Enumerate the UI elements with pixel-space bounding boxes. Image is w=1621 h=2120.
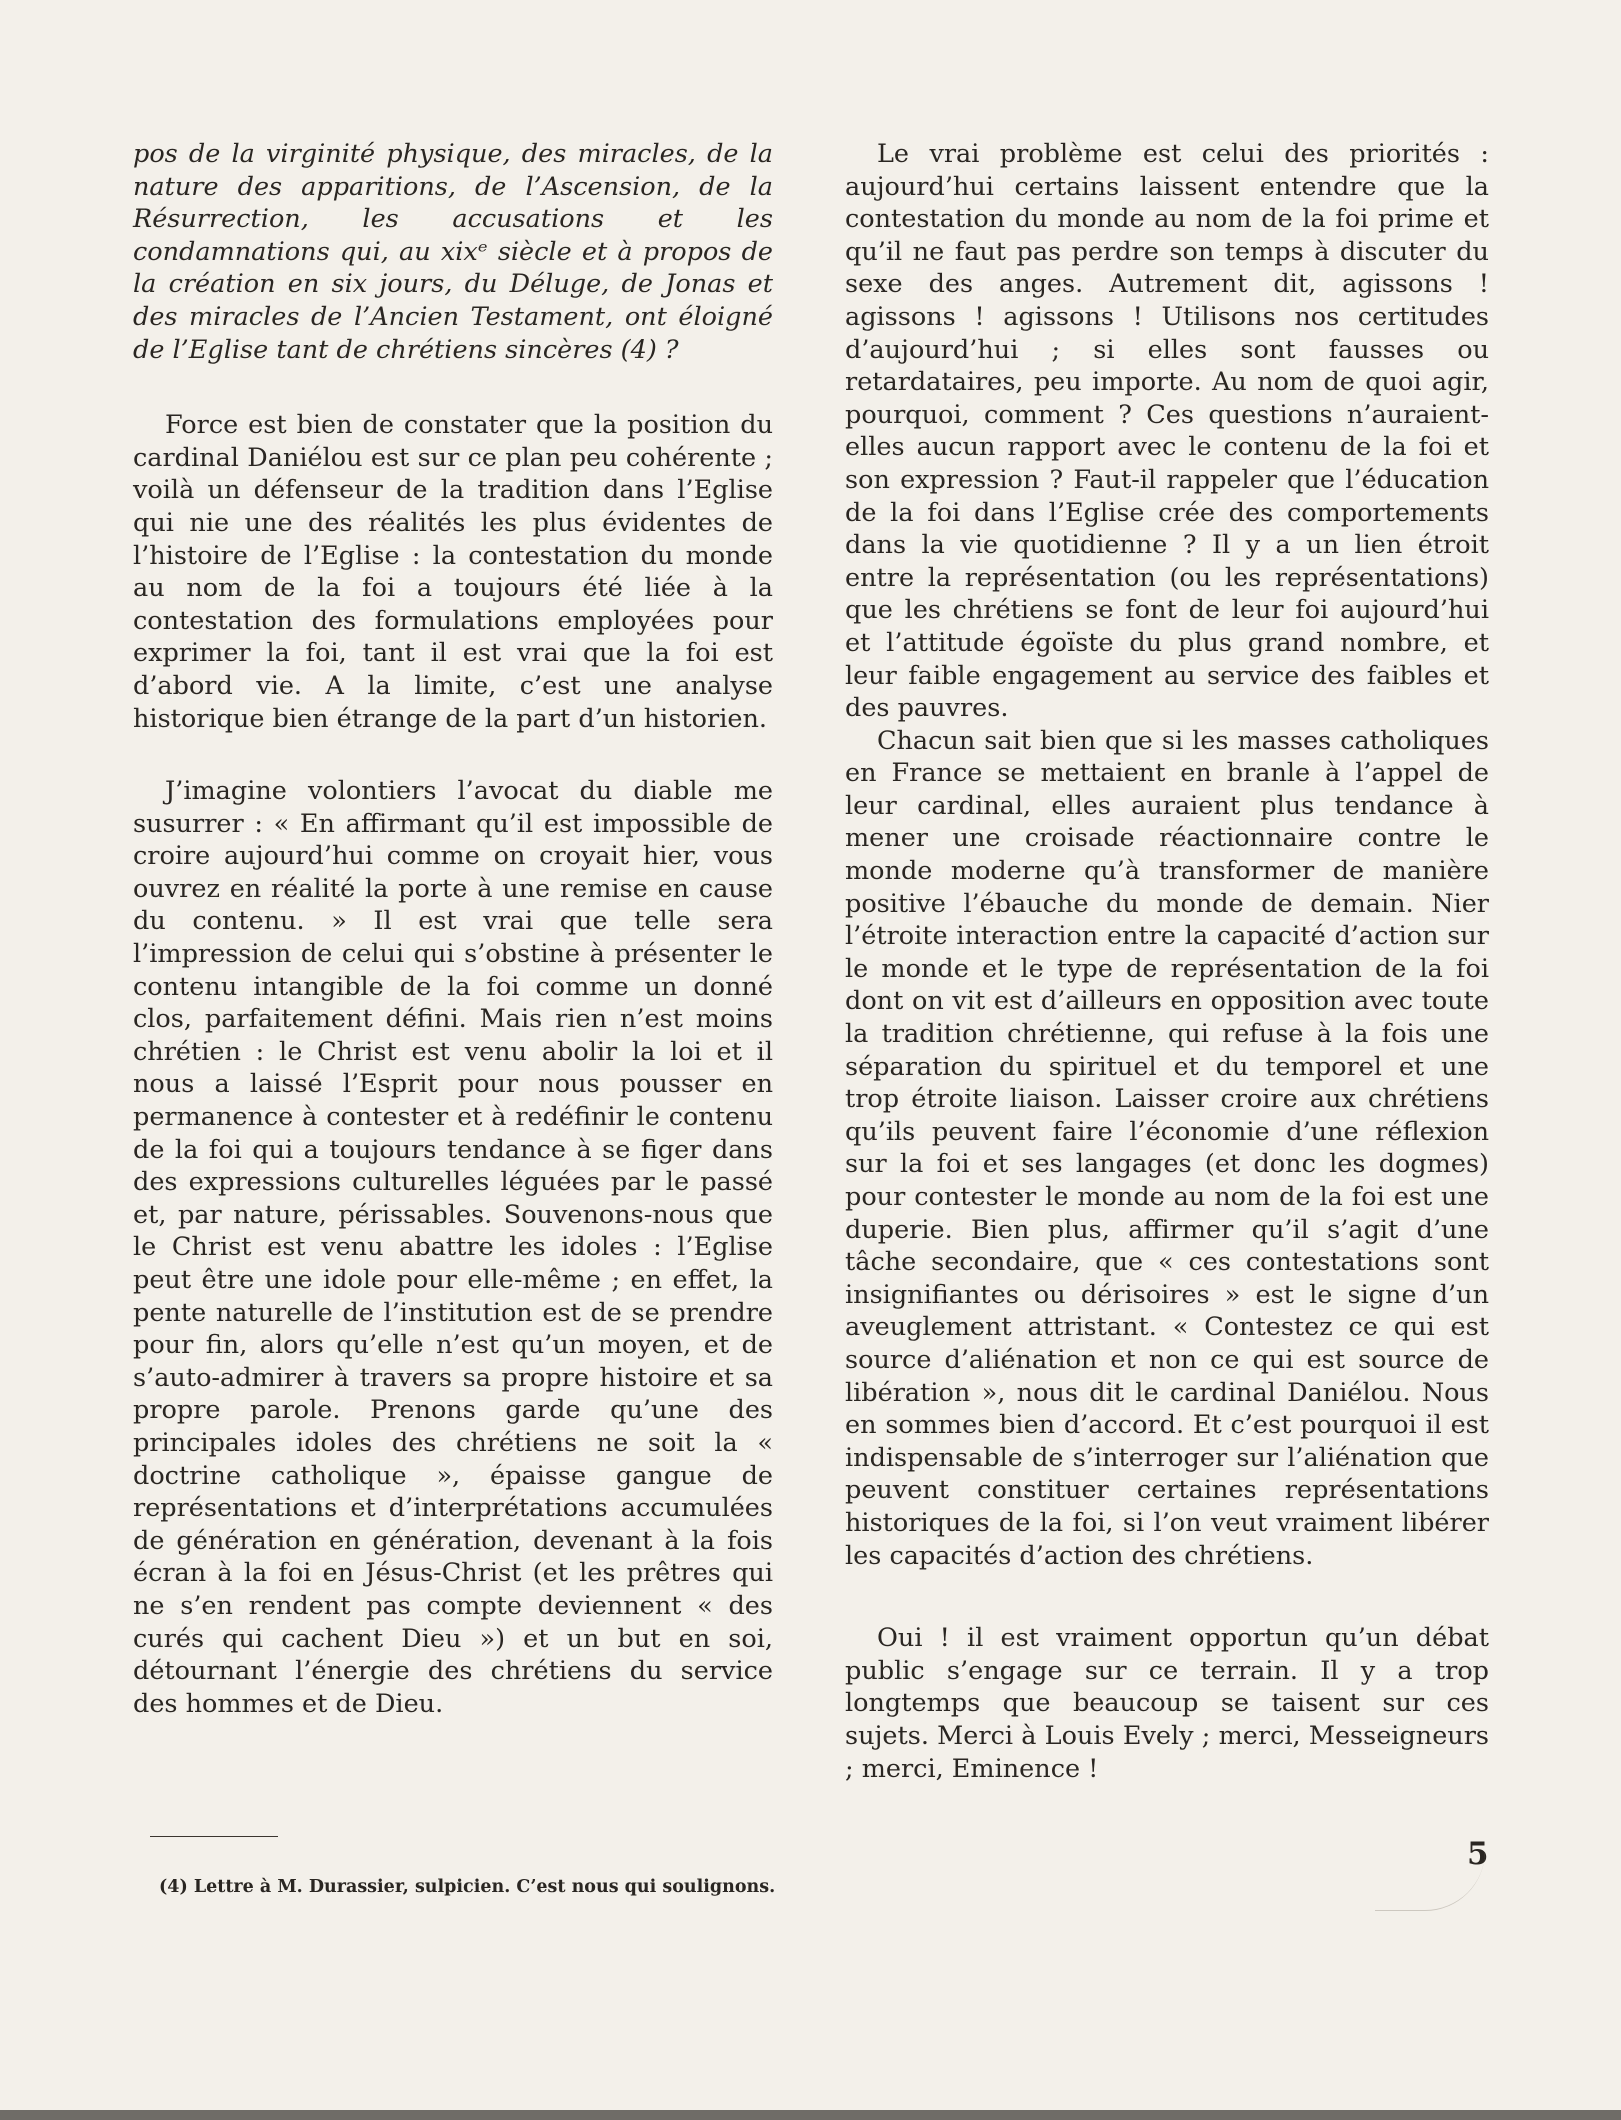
- paragraph-avocat-du-diable: J’imagine volontiers l’avocat du diable me susurrer : « En affirmant qu’il est impossible de croire aujourd’hui comme on croyait hier, vous ouvrez en réalité la porte à une remise en cause du contenu. » Il est vrai que telle sera l’impression de celui qui s’obstine à présenter le contenu intangible de la foi comme un donné clos, parfaitement défini. Mais rien n’est moins chrétien : le Christ est venu abolir la loi et il nous a laissé l’Esprit pour nous pousser en permanence à contester et à redéfinir le contenu de la foi qui a toujours tendance à se figer dans des expressions culturelles léguées par le passé et, par nature, périssables. Souvenons-nous que le Christ est venu abattre les idoles : l’Eglise peut être une idole pour elle-même ; en effet, la pente naturelle de l’institution est de se prendre pour fin, alors qu’elle n’est qu’un moyen, et de s’auto-admirer à travers sa propre histoire et sa propre parole. Prenons garde qu’une des principales idoles des chrétiens ne soit la « doctrine catholique », épaisse gangue de représentations et d’interprétations accumulées de génération en génération, devenant à la fois écran à la foi en Jésus-Christ (et les prêtres qui ne s’en rendent pas compte deviennent « des curés qui cachent Dieu ») et un but en soi, détournant l’énergie des chrétiens du service des hommes et de Dieu.: [133, 776, 773, 1719]
- paragraph-masses-catholiques: Chacun sait bien que si les masses catholiques en France se mettaient en branle à l’appel de leur cardinal, elles auraient plus tendance à mener une croisade réactionnaire contre le monde moderne qu’à transformer de manière positive l’ébauche du monde de demain. Nier l’étroite interaction entre la capacité d’action sur le monde et le type de représentation de la foi dont on vit est d’ailleurs en opposition avec toute la tradition chrétienne, qui refuse à la fois une séparation du spirituel et du temporel et une trop étroite liaison. Laisser croire aux chrétiens qu’ils peuvent faire l’économie d’une réflexion sur la foi et ses langages (et donc les dogmes) pour contester le monde au nom de la foi est une duperie. Bien plus, affirmer qu’il s’agit d’une tâche secondaire, que « ces contestations sont insignifiantes ou dérisoires » est le signe d’un aveuglement attristant. « Contestez ce qui est source d’aliénation et non ce qui est source de libération », nous dit le cardinal Daniélou. Nous en sommes bien d’accord. Et c’est pourquoi il est indispensable de s’interroger sur l’aliénation que peuvent constituer certaines représentations historiques de la foi, si l’on veut vraiment libérer les capacités d’action des chrétiens.: [845, 725, 1489, 1571]
- footnote-divider: [150, 1836, 278, 1837]
- footnote: (4) Lettre à M. Durassier, sulpicien. C’est nous qui soulignons.: [159, 1877, 776, 1897]
- paper-curl: [1375, 1840, 1485, 1911]
- paragraph-position-danielou: Force est bien de constater que la position du cardinal Daniélou est sur ce plan peu cohérente ; voilà un défenseur de la tradition dans l’Eglise qui nie une des réalités les plus évidentes de l’histoire de l’Eglise : la contestation du monde au nom de la foi a toujours été liée à la contestation des formulations employées pour exprimer la foi, tant il est vrai que la foi est d’abord vie. A la limite, c’est une analyse historique bien étrange de la part d’un historien.: [133, 410, 773, 734]
- page-number: 5: [1467, 1836, 1489, 1872]
- right-column: [845, 138, 1489, 1785]
- scan-edge: [0, 2110, 1621, 2120]
- left-column: [133, 138, 773, 1720]
- paragraph-conclusion: Oui ! il est vraiment opportun qu’un débat public s’engage sur ce terrain. Il y a trop longtemps que beaucoup se taisent sur ces sujets. Merci à Louis Evely ; merci, Messeigneurs ; merci, Eminence !: [845, 1623, 1489, 1784]
- paragraph-continuation: pos de la virginité physique, des miracles, de la nature des apparitions, de l’Ascension, de la Résurrection, les accusations et les condamnations qui, au xixᵉ siècle et à propos de la création en six jours, du Déluge, de Jonas et des miracles de l’Ancien Testament, ont éloigné de l’Eglise tant de chrétiens sincères (4) ?: [133, 139, 773, 365]
- paragraph-priorites: Le vrai problème est celui des priorités : aujourd’hui certains laissent entendre que la contestation du monde au nom de la foi prime et qu’il ne faut pas perdre son temps à discuter du sexe des anges. Autrement dit, agissons ! agissons ! agissons ! Utilisons nos certitudes d’aujourd’hui ; si elles sont fausses ou retardataires, peu importe. Au nom de quoi agir, pourquoi, comment ? Ces questions n’auraient-elles aucun rapport avec le contenu de la foi et son expression ? Faut-il rappeler que l’éducation de la foi dans l’Eglise crée des comportements dans la vie quotidienne ? Il y a un lien étroit entre la représentation (ou les représentations) que les chrétiens se font de leur foi aujourd’hui et l’attitude égoïste du plus grand nombre, et leur faible engagement au service des faibles et des pauvres.: [845, 139, 1489, 724]
